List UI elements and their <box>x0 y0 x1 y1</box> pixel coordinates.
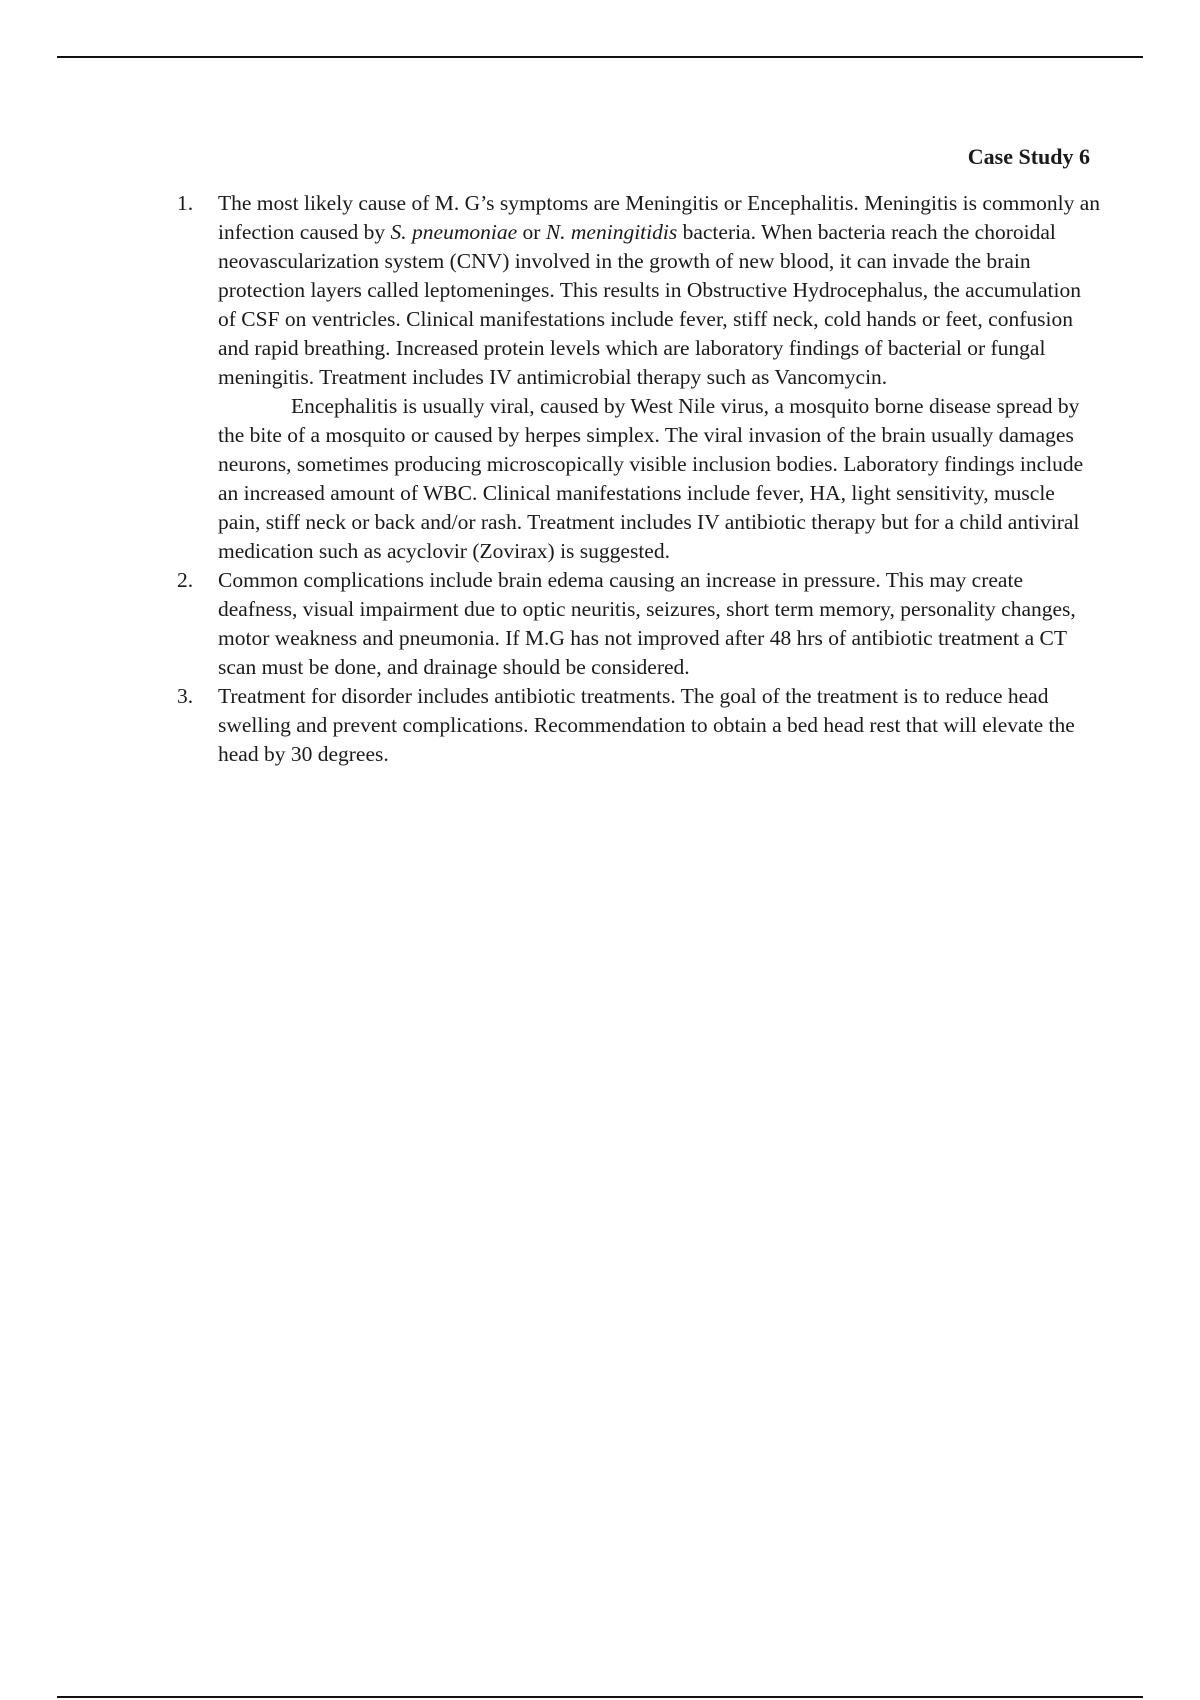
italic-term: S. pneumoniae <box>390 220 518 244</box>
page-title: Case Study 6 <box>967 144 1090 169</box>
list-number: 2. <box>177 568 194 592</box>
list-number: 3. <box>177 684 194 708</box>
paragraph-complications: Common complications include brain edema causing an increase in pressure. This may create deafness, visual impairment due to optic neuritis, seizures, short term memory, personality changes, motor weakness and pneumonia. If M.G has not improved after 48 hrs of antibiotic treatment a CT scan must be done, and drainage should be considered. <box>218 568 1076 679</box>
list-item-2 <box>177 566 1102 682</box>
list-item-1 <box>177 189 1102 566</box>
list-item-3 <box>177 682 1102 769</box>
text-run: or <box>517 220 546 244</box>
document-body <box>177 189 1102 769</box>
paragraph-meningitis <box>218 189 1102 392</box>
paragraph-encephalitis: Encephalitis is usually viral, caused by West Nile virus, a mosquito borne disease spread by the bite of a mosquito or caused by herpes simplex. The viral invasion of the brain usually damages neurons, sometimes producing microscopically visible inclusion bodies. Laboratory findings include an increased amount of WBC. Clinical manifestations include fever, HA, light sensitivity, muscle pain, stiff neck or back and/or rash. Treatment includes IV antibiotic therapy but for a child antiviral medication such as acyclovir (Zovirax) is suggested. <box>218 394 1084 563</box>
text-run: bacteria. When bacteria reach the choroidal neovascularization system (CNV) involved in the growth of new blood, it can invade the brain protection layers called leptomeninges. This results in Obstructive Hydrocephalus, the accumulation of CSF on ventricles. Clinical manifestations include fever, stiff neck, cold hands or feet, confusion and rapid breathing. Increased protein levels which are laboratory findings of bacterial or fungal meningitis. Treatment includes IV antimicrobial therapy such as Vancomycin. <box>218 220 1081 389</box>
numbered-list <box>177 189 1102 769</box>
bottom-rule <box>57 1696 1143 1698</box>
list-number: 1. <box>177 191 194 215</box>
italic-term: N. meningitidis <box>545 220 678 244</box>
top-rule <box>57 56 1143 58</box>
paragraph-treatment: Treatment for disorder includes antibiotic treatments. The goal of the treatment is to reduce head swelling and prevent complications. Recommendation to obtain a bed head rest that will elevate the head by 30 degrees. <box>218 684 1075 766</box>
text-run: The most likely cause of M. G’s symptoms are Meningitis or Encephalitis. Meningitis is commonly an infection caused by <box>218 191 1100 244</box>
